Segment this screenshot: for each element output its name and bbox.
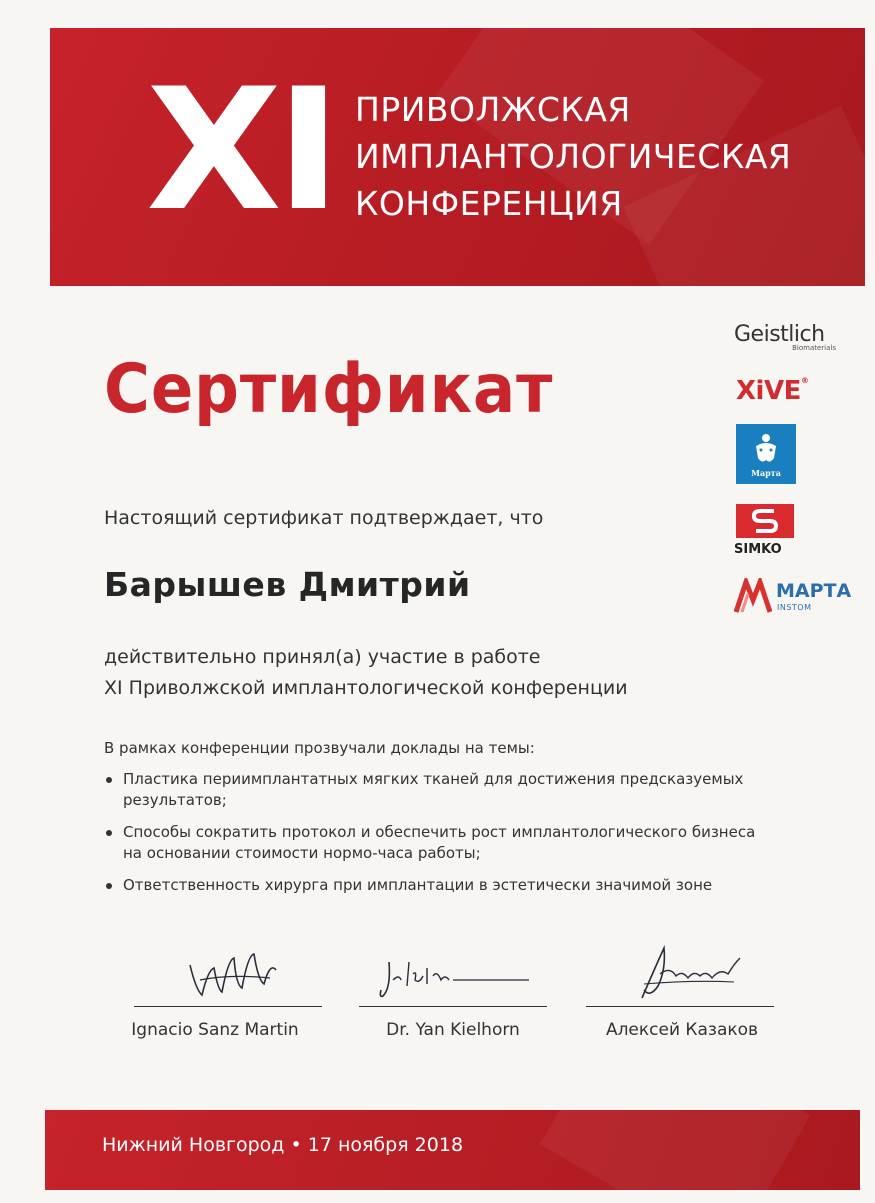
topics-list <box>104 769 764 907</box>
participation-text <box>104 642 628 704</box>
confirm-text: Настоящий сертификат подтверждает, что <box>104 507 544 529</box>
geistlich-subtitle: Biomaterials <box>792 344 836 352</box>
roman-numeral: XI <box>146 52 336 248</box>
signature-block-1 <box>130 940 330 1050</box>
header-banner <box>50 28 865 286</box>
signature-name: Алексей Казаков <box>605 1020 759 1040</box>
simko-logo <box>736 504 794 538</box>
xive-logo <box>736 376 808 406</box>
geistlich-wordmark: Geistlich <box>734 322 825 347</box>
participation-line: XI Приволжской имплантологической конференции <box>104 677 628 699</box>
footer-banner <box>45 1110 860 1190</box>
signature-scribble <box>130 940 330 1010</box>
xive-wordmark: XiVE <box>736 376 801 406</box>
signature-line <box>586 1006 774 1007</box>
marta-instom-wordmark: МАРТА <box>776 580 852 602</box>
topic-item: Пластика периимплантатных мягких тканей для достижения предсказуемых результатов; <box>104 769 764 811</box>
marta-instom-logo <box>734 578 854 618</box>
topic-item: Ответственность хирурга при имплантации в эстетически значимой зоне <box>104 875 764 896</box>
signature-scribble <box>584 940 784 1010</box>
certificate-title: Сертификат <box>104 350 554 429</box>
simko-s-icon <box>736 504 794 538</box>
recipient-name: Барышев Дмитрий <box>104 565 471 604</box>
signature-scribble <box>357 940 557 1010</box>
geistlich-logo <box>734 322 844 352</box>
signature-block-2 <box>357 940 557 1050</box>
simko-wordmark: SIMKO <box>734 542 782 557</box>
footer-location-date: Нижний Новгород • 17 ноября 2018 <box>102 1134 464 1156</box>
topic-item: Способы сократить протокол и обеспечить рост имплантологического бизнеса на основании стоимости нормо-часа работы; <box>104 822 764 864</box>
participation-line: действительно принял(а) участие в работе <box>104 646 541 668</box>
registered-mark: ® <box>800 376 809 385</box>
instom-subtitle: INSTOM <box>777 603 812 612</box>
signature-line <box>359 1006 547 1007</box>
signature-block-3 <box>584 940 784 1050</box>
conference-title-line: ИМПЛАНТОЛОГИЧЕСКАЯ <box>355 137 792 176</box>
conference-title <box>355 86 825 227</box>
conference-title-line: КОНФЕРЕНЦИЯ <box>355 184 623 223</box>
topics-intro: В рамках конференции прозвучали доклады на темы: <box>104 739 535 757</box>
signature-line <box>134 1006 322 1007</box>
conference-title-line: ПРИВОЛЖСКАЯ <box>355 90 631 129</box>
marta-box-label: Марта <box>751 468 781 478</box>
signature-name: Ignacio Sanz Martin <box>131 1020 299 1040</box>
signature-name: Dr. Yan Kielhorn <box>386 1020 520 1040</box>
marta-logo <box>736 424 796 484</box>
marta-instom-icon <box>734 578 772 614</box>
